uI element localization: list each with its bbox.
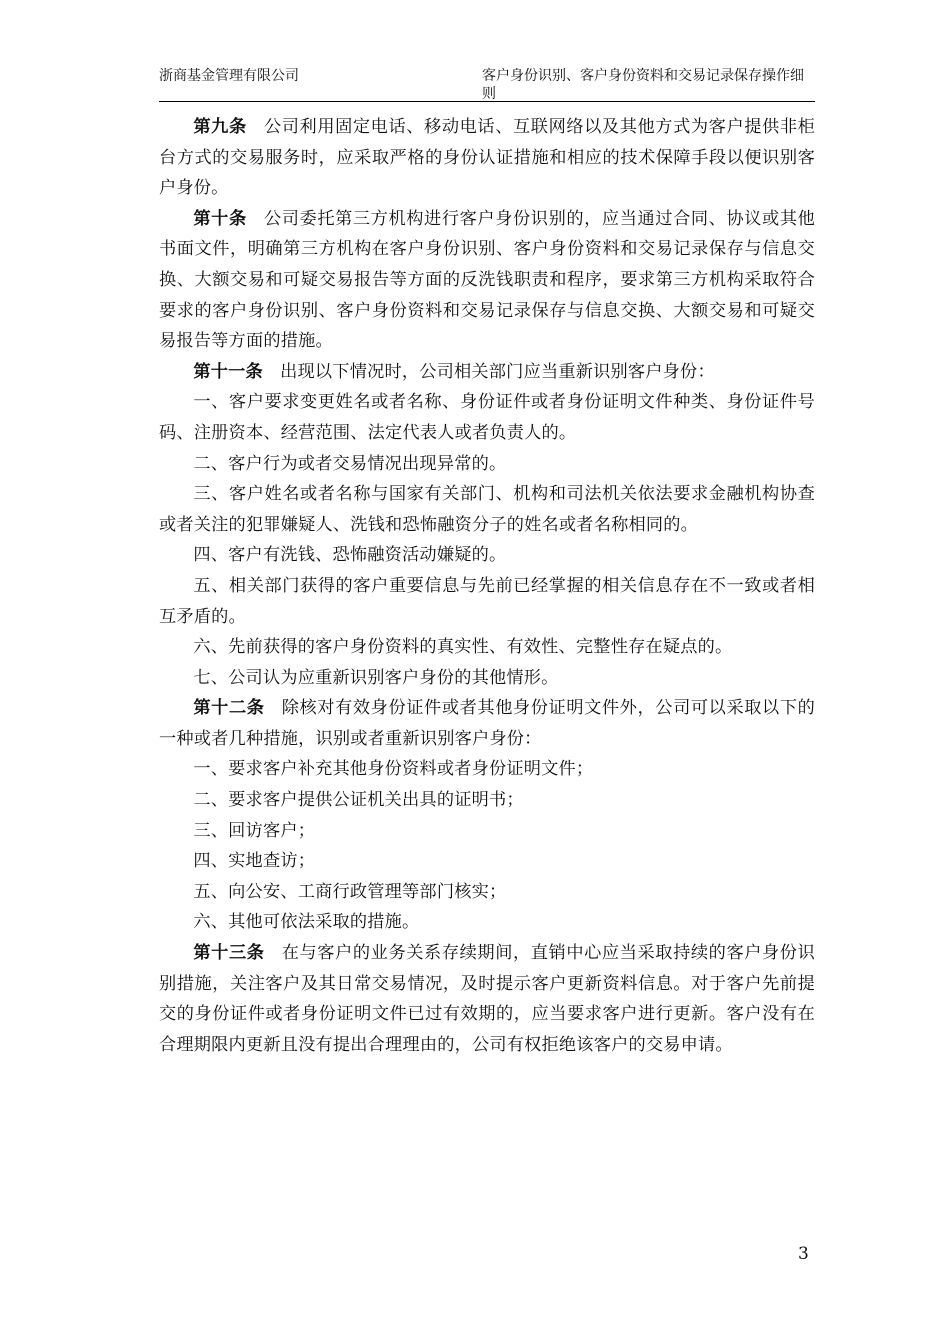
list-item: 四、实地查访；: [193, 851, 316, 872]
list-item: 五、相关部门获得的客户重要信息与先前已经掌握的相关信息存在不一致或者相互矛盾的。: [159, 575, 815, 627]
paragraph-article-13: [159, 938, 815, 1060]
list-item: 三、客户姓名或者名称与国家有关部门、机构和司法机关依法要求金融机构协查或者关注的犯罪嫌疑人、洗钱和恐怖融资分子的姓名或者名称相同的。: [159, 484, 815, 535]
header-document-title: 客户身份识别、客户身份资料和交易记录保存操作细则: [482, 68, 804, 102]
paragraph-text: 除核对有效身份证件或者其他身份证明文件外，公司可以采取以下的一种或者几种措施，识别或者重新识别客户身份：: [159, 698, 815, 749]
article-label: 第十一条: [193, 361, 263, 382]
article-label: 第十三条: [193, 943, 265, 964]
list-item: 六、先前获得的客户身份资料的真实性、有效性、完整性存在疑点的。: [193, 637, 733, 658]
paragraph-article-11: [159, 357, 815, 388]
list-item: 六、其他可依法采取的措施。: [193, 912, 420, 933]
paragraph-text: 公司利用固定电话、移动电话、互联网络以及其他方式为客户提供非柜台方式的交易服务时，应采取严格的身份认证措施和相应的技术保障手段以便识别客户身份。: [159, 117, 815, 199]
list-item: 二、客户行为或者交易情况出现异常的。: [193, 453, 507, 474]
article-label: 第九条: [193, 117, 247, 137]
header-company: 浙商基金管理有限公司: [159, 68, 299, 84]
paragraph-text: 公司委托第三方机构进行客户身份识别的，应当通过合同、协议或其他书面文件，明确第三方机构在客户身份识别、客户身份资料和交易记录保存与信息交换、大额交易和可疑交易报告等方面的反洗钱职责和程序，要求第三方机构采取符合要求的客户身份识别、客户身份资料和交易记录保存与信息交换、大额交易和可疑交易报告等方面的措施。: [159, 208, 815, 352]
page-number: 3: [798, 1244, 809, 1264]
list-item: 五、向公安、工商行政管理等部门核实；: [193, 881, 507, 902]
list-item: 一、客户要求变更姓名或者名称、身份证件或者身份证明文件种类、身份证件号码、注册资本、经营范围、法定代表人或者负责人的。: [159, 392, 815, 443]
article-label: 第十条: [193, 208, 247, 229]
paragraph-article-12: [159, 693, 815, 754]
list-item: 三、回访客户；: [193, 820, 316, 841]
paragraph-text: 出现以下情况时，公司相关部门应当重新识别客户身份：: [280, 361, 715, 382]
list-item: 二、要求客户提供公证机关出具的证明书；: [193, 790, 524, 811]
header-divider: [159, 101, 815, 102]
paragraph-article-10: [159, 204, 815, 357]
paragraph-text: 在与客户的业务关系存续期间，直销中心应当采取持续的客户身份识别措施，关注客户及其日常交易情况，及时提示客户更新资料信息。对于客户先前提交的身份证件或者身份证明文件已过有效期的，应当要求客户进行更新。客户没有在合理期限内更新且没有提出合理理由的，公司有权拒绝该客户的交易申请。: [159, 943, 815, 1055]
article-label: 第十二条: [193, 698, 265, 719]
list-item: 七、公司认为应重新识别客户身份的其他情形。: [193, 667, 559, 688]
list-item: 一、要求客户补充其他身份资料或者身份证明文件；: [193, 759, 594, 780]
document-body: [159, 112, 815, 1060]
list-item: 四、客户有洗钱、恐怖融资活动嫌疑的。: [193, 545, 507, 566]
paragraph-article-9: [159, 112, 815, 204]
